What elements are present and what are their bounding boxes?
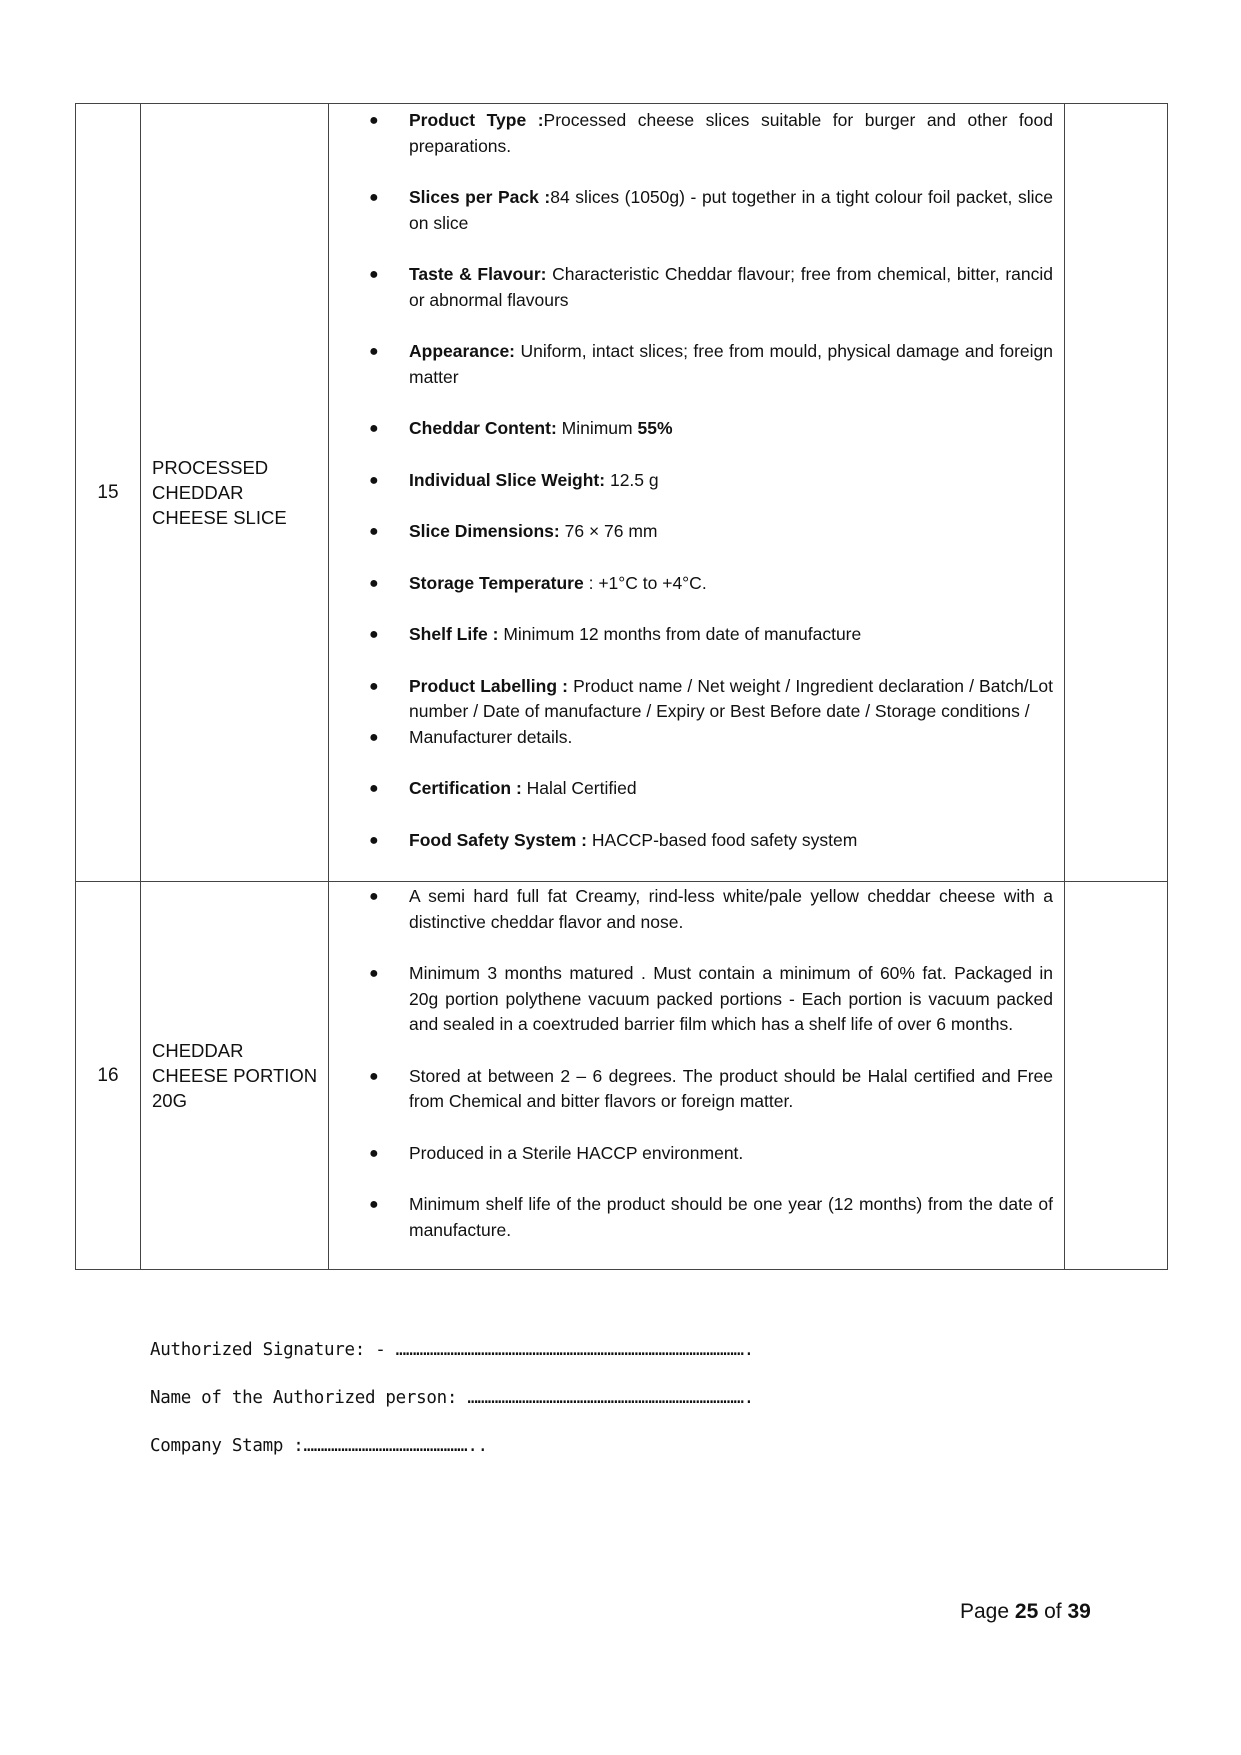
spec-item	[329, 185, 1053, 236]
item-number: 15	[76, 104, 141, 882]
bullet-icon: ●	[369, 343, 379, 360]
bullet-icon: ●	[369, 1067, 379, 1085]
bullet-icon: ●	[369, 1144, 379, 1162]
table-row	[76, 104, 1168, 882]
bullet-icon: ●	[369, 1196, 379, 1213]
spec-strong-value: 55%	[637, 418, 673, 438]
specification-table	[75, 103, 1168, 1270]
spec-item	[329, 339, 1053, 390]
spec-text: Produced in a Sterile HACCP environment.	[409, 1142, 744, 1163]
spec-text: Uniform, intact slices; free from mould, physical damage and foreign matter	[409, 341, 1053, 387]
spec-text: 84 slices (1050g) - put together in a tight colour foil packet, slice on slice	[409, 187, 1053, 233]
item-name-line: CHEDDAR	[152, 482, 244, 503]
spec-label: Shelf Life :	[409, 624, 499, 644]
spec-label: Product Type :	[409, 110, 544, 130]
spec-text: 76 × 76 mm	[559, 521, 658, 541]
spec-item	[329, 1141, 1053, 1167]
bullet-icon: ●	[369, 965, 379, 982]
spec-item	[329, 828, 1053, 854]
spec-item	[329, 674, 1053, 725]
spec-item	[329, 961, 1053, 1038]
spec-item	[329, 776, 1053, 802]
bullet-icon: ●	[369, 888, 379, 905]
spec-item	[329, 468, 1053, 494]
spec-item	[329, 262, 1053, 313]
spec-label: Food Safety System :	[409, 829, 587, 850]
spec-text: Minimum shelf life of the product should be one year (12 months) from the date of manufacture.	[409, 1194, 1053, 1240]
page-number: Page 25 of 39	[960, 1600, 1091, 1623]
spec-text: Minimum 3 months matured . Must contain a minimum of 60% fat. Packaged in 20g portion polythene vacuum packed portions - Each portion is vacuum packed and sealed in a coextruded barrier film which has a shelf life of over 6 months.	[409, 963, 1053, 1034]
spec-item	[329, 571, 1053, 597]
spec-item	[329, 884, 1053, 935]
spec-item	[329, 108, 1053, 159]
item-name-line: PROCESSED	[152, 457, 269, 478]
spec-label: Product Labelling :	[409, 675, 568, 696]
bullet-icon: ●	[369, 523, 379, 540]
bullet-icon: ●	[369, 420, 379, 437]
remarks-cell	[1065, 882, 1168, 1270]
table-row	[76, 882, 1168, 1270]
bullet-icon: ●	[369, 574, 379, 592]
spec-list	[329, 104, 1064, 853]
spec-item	[329, 725, 1053, 751]
item-specifications	[329, 882, 1065, 1270]
spec-text: HACCP-based food safety system	[586, 829, 858, 850]
spec-text: Minimum	[556, 418, 638, 438]
spec-text: Processed cheese slices suitable for burger and other food preparations.	[409, 110, 1053, 156]
spec-item	[329, 416, 1053, 442]
spec-text: : +1°C to +4°C.	[583, 572, 707, 593]
company-stamp-line: Company Stamp :…………………………………………..	[150, 1436, 488, 1456]
bullet-icon: ●	[369, 471, 379, 489]
bullet-icon: ●	[369, 266, 379, 283]
spec-label: Slices per Pack :	[409, 187, 551, 207]
spec-text: Stored at between 2 – 6 degrees. The product should be Halal certified and Free from Chemical and bitter flavors or foreign matter.	[409, 1065, 1053, 1111]
bullet-icon: ●	[369, 831, 379, 849]
spec-label: Slice Dimensions:	[409, 521, 560, 541]
bullet-icon: ●	[369, 780, 379, 797]
spec-item	[329, 1192, 1053, 1243]
item-name-line: CHEESE PORTION	[152, 1065, 318, 1086]
authorized-person-line: Name of the Authorized person: ……………………………………………………………………….	[150, 1388, 754, 1408]
spec-text: Minimum 12 months from date of manufacture	[498, 624, 862, 644]
spec-label: Appearance:	[409, 341, 516, 361]
authorized-signature-line: Authorized Signature: - ………………………………………………………………………………………….	[150, 1340, 754, 1360]
bullet-icon: ●	[369, 626, 379, 643]
item-specifications	[329, 104, 1065, 882]
spec-item	[329, 1064, 1053, 1115]
spec-text: Characteristic Cheddar flavour; free from chemical, bitter, rancid or abnormal flavours	[409, 264, 1053, 310]
spec-list	[329, 882, 1064, 1243]
remarks-cell	[1065, 104, 1168, 882]
bullet-icon: ●	[369, 112, 379, 129]
spec-text: 12.5 g	[605, 469, 659, 490]
spec-item	[329, 519, 1053, 545]
spec-item	[329, 622, 1053, 648]
item-name	[141, 104, 329, 882]
spec-text: A semi hard full fat Creamy, rind-less white/pale yellow cheddar cheese with a distinctive cheddar flavor and nose.	[409, 886, 1053, 932]
spec-text: Halal Certified	[521, 778, 637, 798]
spec-text: Manufacturer details.	[409, 726, 573, 747]
item-name-line: 20G	[152, 1090, 187, 1111]
item-number: 16	[76, 882, 141, 1270]
spec-label: Cheddar Content:	[409, 418, 557, 438]
bullet-icon: ●	[369, 189, 379, 206]
spec-label: Storage Temperature	[409, 572, 584, 593]
spec-text: Product name / Net weight / Ingredient declaration / Batch/Lot number / Date of manufacture / Expiry or Best Before date / Storage conditions /	[409, 675, 1053, 721]
spec-label: Certification :	[409, 778, 522, 798]
bullet-icon: ●	[369, 728, 379, 746]
item-name-line: CHEDDAR	[152, 1040, 244, 1061]
spec-label: Taste & Flavour:	[409, 264, 547, 284]
spec-label: Individual Slice Weight:	[409, 469, 606, 490]
item-name-line: CHEESE SLICE	[152, 507, 287, 528]
bullet-icon: ●	[369, 677, 379, 695]
item-name	[141, 882, 329, 1270]
